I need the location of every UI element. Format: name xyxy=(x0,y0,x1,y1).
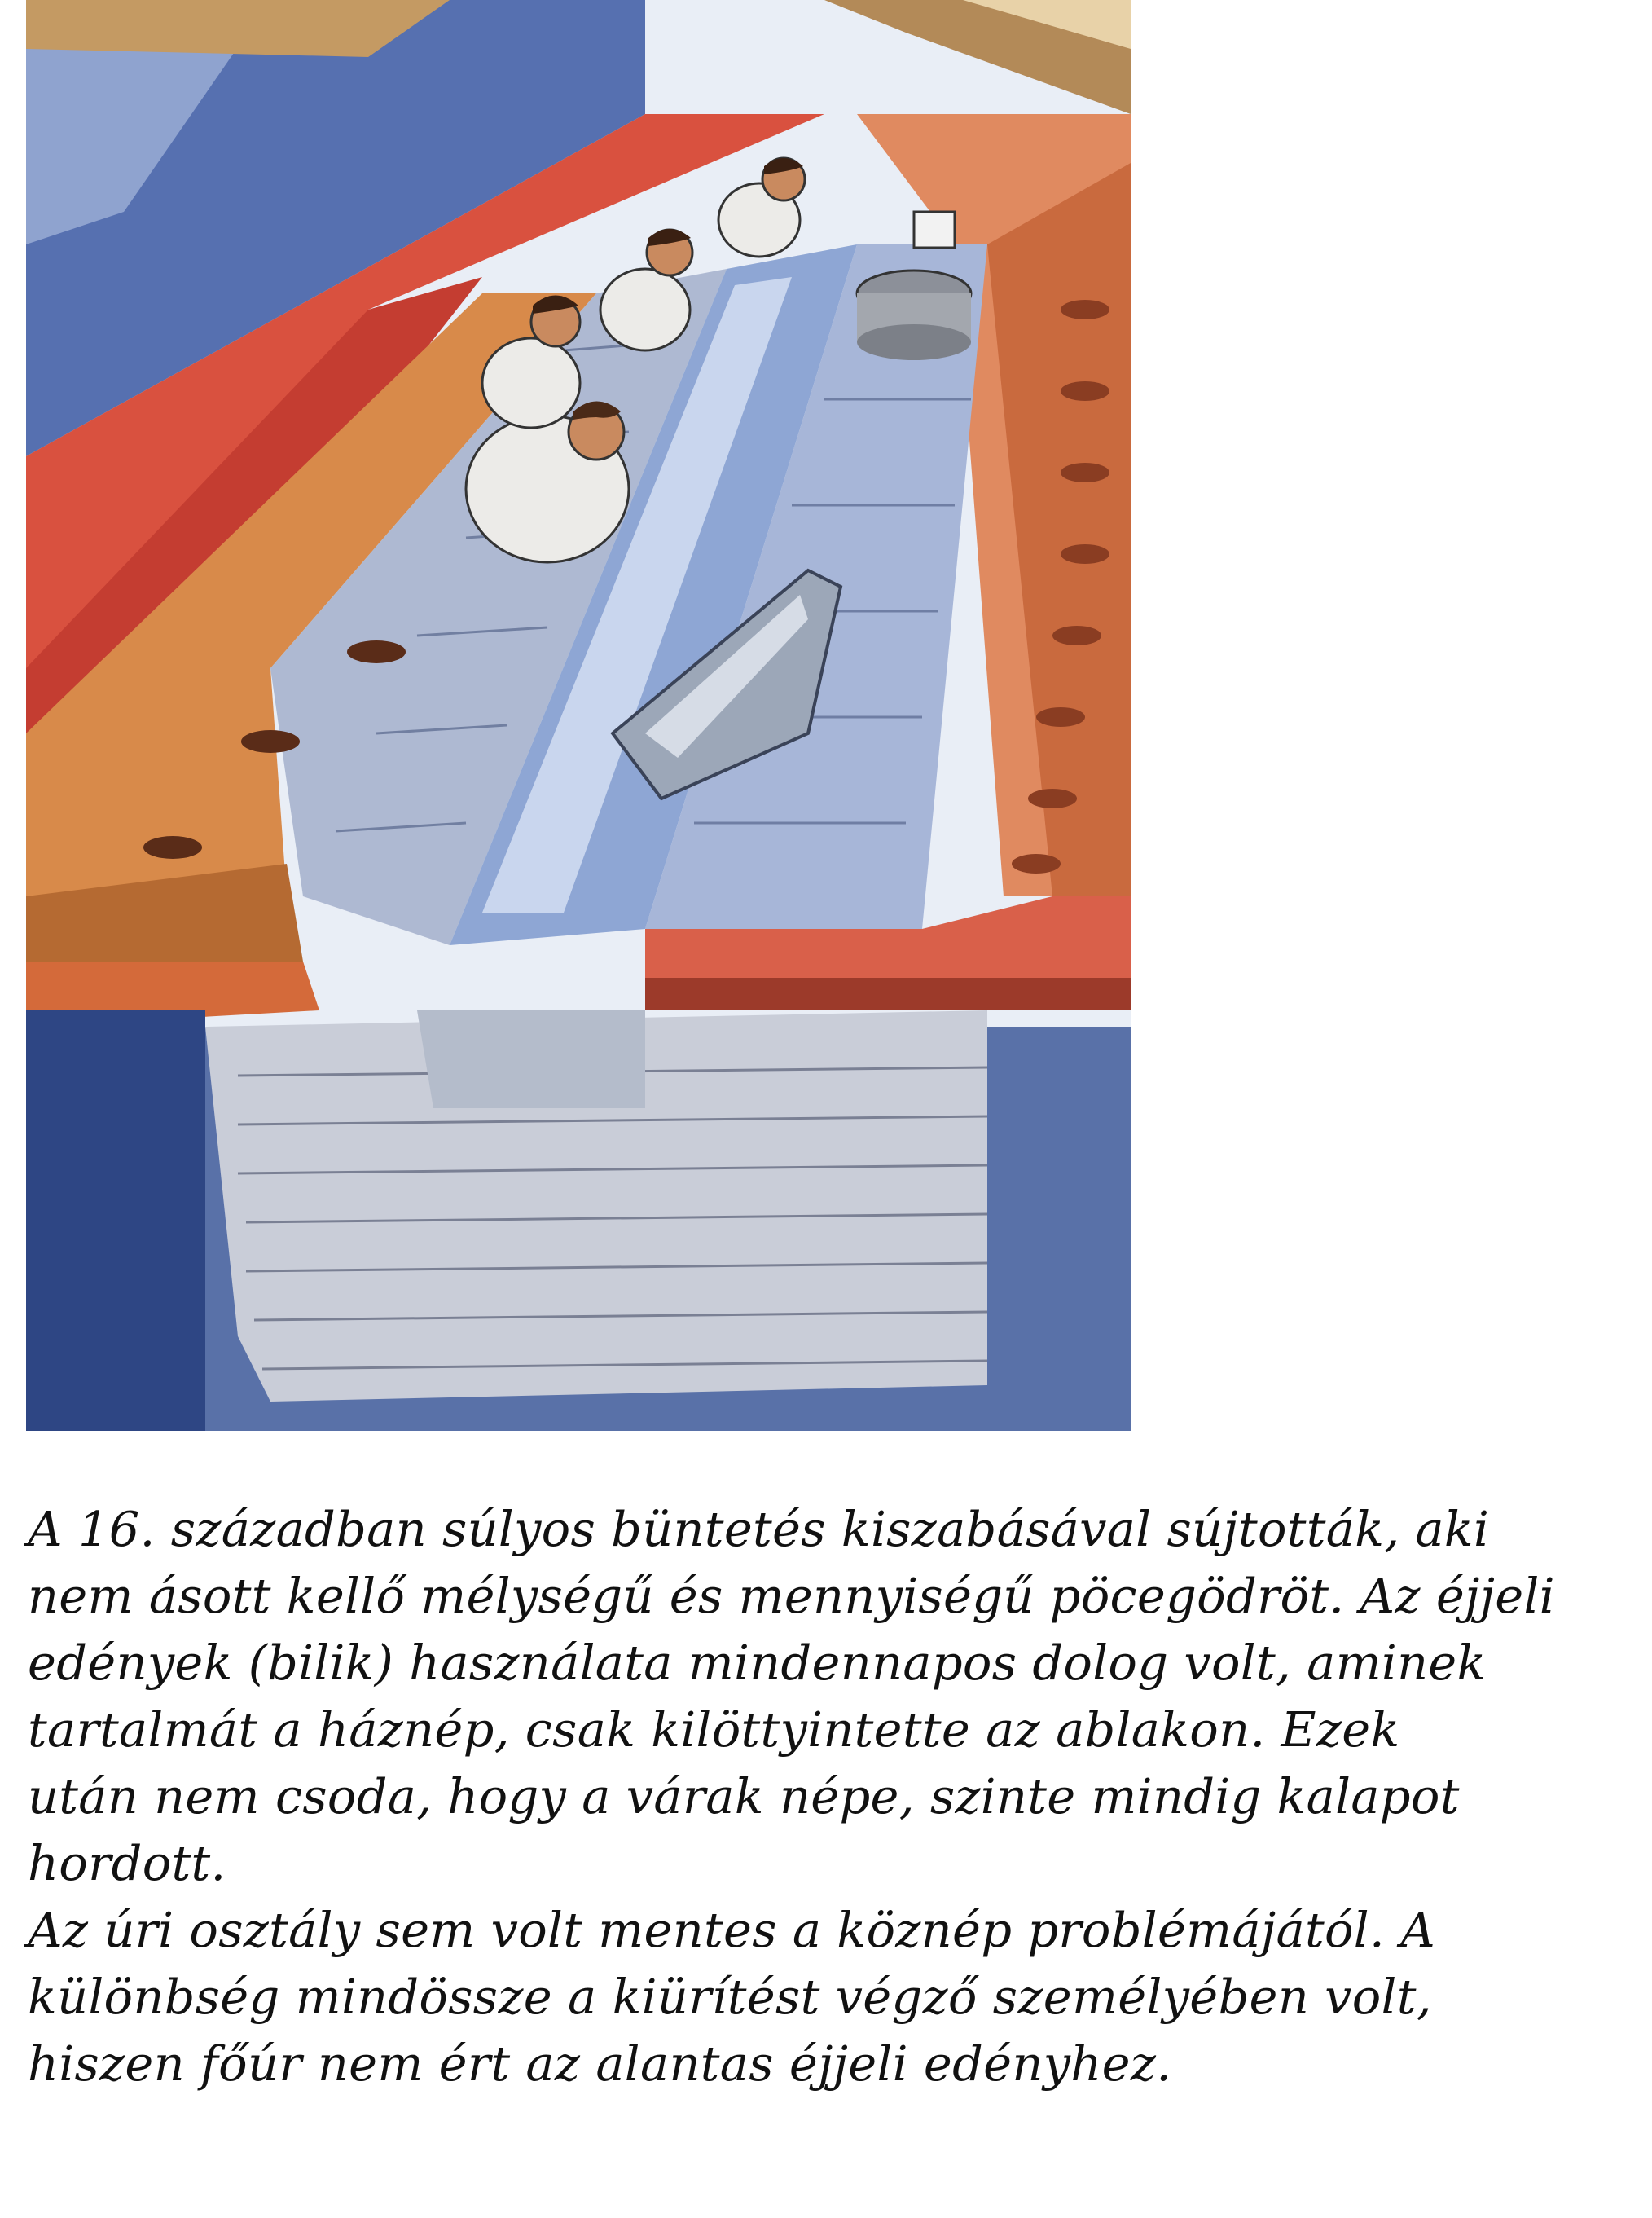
caption-text xyxy=(28,1496,1624,2097)
caption-paragraph-2: Az úri osztály sem volt mentes a köznép problémájától. A különbség mindössze a kiürítést végző személyében volt, hiszen főúr nem ért az alantas éjjeli edényhez. xyxy=(28,1902,1435,2092)
latrine-illustration xyxy=(26,0,1131,1431)
caption-paragraph-1: A 16. században súlyos büntetés kiszabásával sújtották, aki nem ásott kellő mélységű és mennyiségű pöcegödröt. Az éjjeli edények (bilik) használata mindennapos dolog volt, aminek tartalmát a háznép, csak kilöttyintette az ablakon. Ezek után nem csoda, hogy a várak népe, szinte mindig kalapot hordott. xyxy=(28,1501,1555,1891)
medieval-latrine-illustration-icon xyxy=(26,0,1131,1431)
